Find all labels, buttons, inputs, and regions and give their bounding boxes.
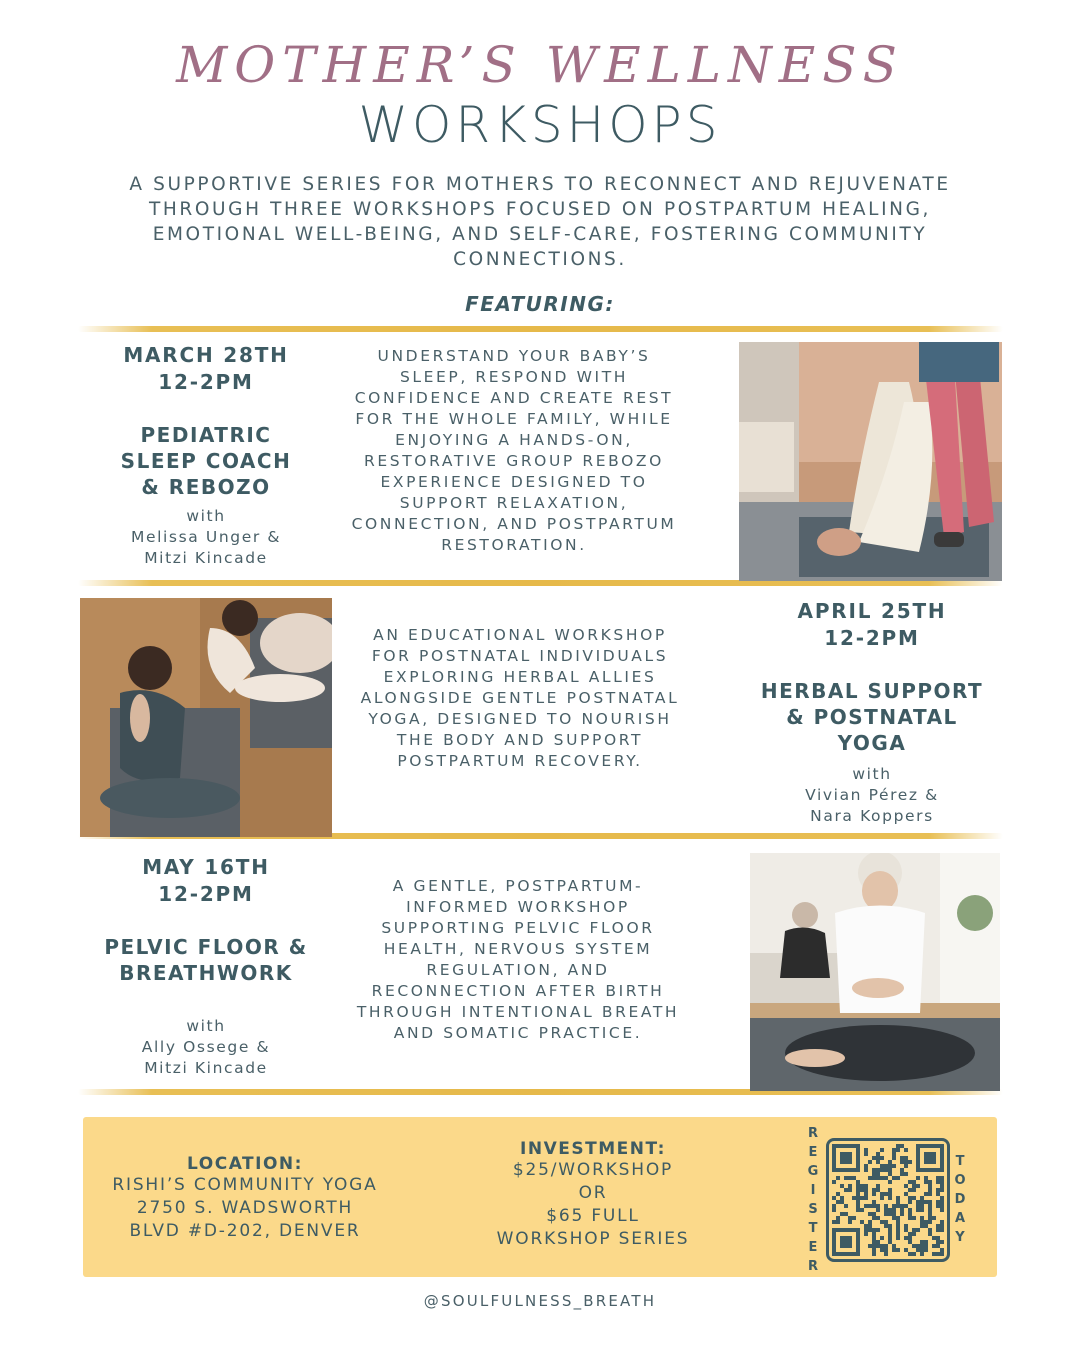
host-line: Nara Koppers	[810, 807, 934, 825]
workshop-title-line: & REBOZO	[141, 475, 271, 499]
today-vertical-text: T O D A Y	[954, 1154, 966, 1245]
yoga-class-photo	[80, 598, 332, 837]
workshop-time: 12-2PM	[158, 882, 254, 906]
workshop-3-description: A GENTLE, POSTPARTUM-INFORMED WORKSHOP SUPPORTING PELVIC FLOOR HEALTH, NERVOUS SYSTEM REGULATION, AND RECONNECTION AFTER BIRTH THROUGH INTENTIONAL BREATH AND SOMATIC PRACTICE.	[356, 877, 680, 1042]
workshop-3-info	[86, 854, 326, 1079]
investment-line: $65 FULL	[546, 1206, 640, 1226]
workshop-title-line: & POSTNATAL	[786, 705, 958, 729]
location-label: LOCATION:	[187, 1154, 303, 1174]
workshop-title-line: SLEEP COACH	[120, 449, 292, 473]
qr-code[interactable]	[826, 1138, 950, 1262]
with-label: with	[186, 1017, 226, 1035]
location-line: BLVD #D-202, DENVER	[129, 1221, 361, 1241]
host-line: Vivian Pérez &	[805, 786, 939, 804]
location-block	[100, 1154, 390, 1243]
divider-rule	[78, 326, 1003, 332]
workshop-2-info	[742, 598, 1002, 827]
workshop-title-line: PELVIC FLOOR &	[104, 935, 308, 959]
investment-block	[462, 1139, 724, 1251]
location-line: 2750 S. WADSWORTH	[136, 1198, 354, 1218]
meditation-photo	[750, 853, 1000, 1091]
title-line-2: WORKSHOPS	[358, 96, 722, 154]
workshop-title-line: YOGA	[837, 731, 907, 755]
host-line: Mitzi Kincade	[144, 1059, 268, 1077]
with-label: with	[852, 765, 892, 783]
workshop-title-line: HERBAL SUPPORT	[760, 679, 984, 703]
host-line: Ally Ossege &	[141, 1038, 271, 1056]
workshop-date: APRIL 25TH	[797, 599, 947, 623]
workshop-title-line: PEDIATRIC	[140, 423, 272, 447]
with-label: with	[186, 507, 226, 525]
workshop-title-line: BREATHWORK	[119, 961, 293, 985]
investment-label: INVESTMENT:	[520, 1139, 666, 1159]
workshop-date: MAY 16TH	[142, 855, 270, 879]
intro-text: A SUPPORTIVE SERIES FOR MOTHERS TO RECONNECT AND REJUVENATE THROUGH THREE WORKSHOPS FOCUSED ON POSTPARTUM HEALING, EMOTIONAL WELL-BEING, AND SELF-CARE, FOSTERING COMMUNITY CONNECTIONS.	[129, 174, 951, 270]
location-line: RISHI’S COMMUNITY YOGA	[112, 1175, 378, 1195]
workshop-time: 12-2PM	[824, 626, 920, 650]
host-line: Melissa Unger &	[130, 528, 282, 546]
title-line-1: MOTHER’S WELLNESS	[176, 36, 904, 94]
workshop-time: 12-2PM	[158, 370, 254, 394]
investment-line: $25/WORKSHOP	[512, 1160, 674, 1180]
featuring-label: FEATURING:	[465, 292, 615, 316]
rebozo-photo	[739, 342, 1002, 581]
host-line: Mitzi Kincade	[144, 549, 268, 567]
investment-line: OR	[578, 1183, 608, 1203]
workshop-1-info	[96, 342, 316, 569]
workshop-1-description: UNDERSTAND YOUR BABY’S SLEEP, RESPOND WITH CONFIDENCE AND CREATE REST FOR THE WHOLE FAMILY, WHILE ENJOYING A HANDS-ON, RESTORATIVE GROUP REBOZO EXPERIENCE DESIGNED TO SUPPORT RELAXATION, CONNECTION, AND POSTPARTUM RESTORATION.	[351, 347, 677, 554]
social-handle[interactable]: @SOULFULNESS_BREATH	[423, 1292, 657, 1310]
workshop-date: MARCH 28TH	[123, 343, 289, 367]
workshop-2-description: AN EDUCATIONAL WORKSHOP FOR POSTNATAL INDIVIDUALS EXPLORING HERBAL ALLIES ALONGSIDE GENTLE POSTNATAL YOGA, DESIGNED TO NOURISH THE BODY AND SUPPORT POSTPARTUM RECOVERY.	[360, 626, 680, 770]
investment-line: WORKSHOP SERIES	[496, 1229, 690, 1249]
register-vertical-text: R E G I S T E R	[807, 1126, 819, 1274]
